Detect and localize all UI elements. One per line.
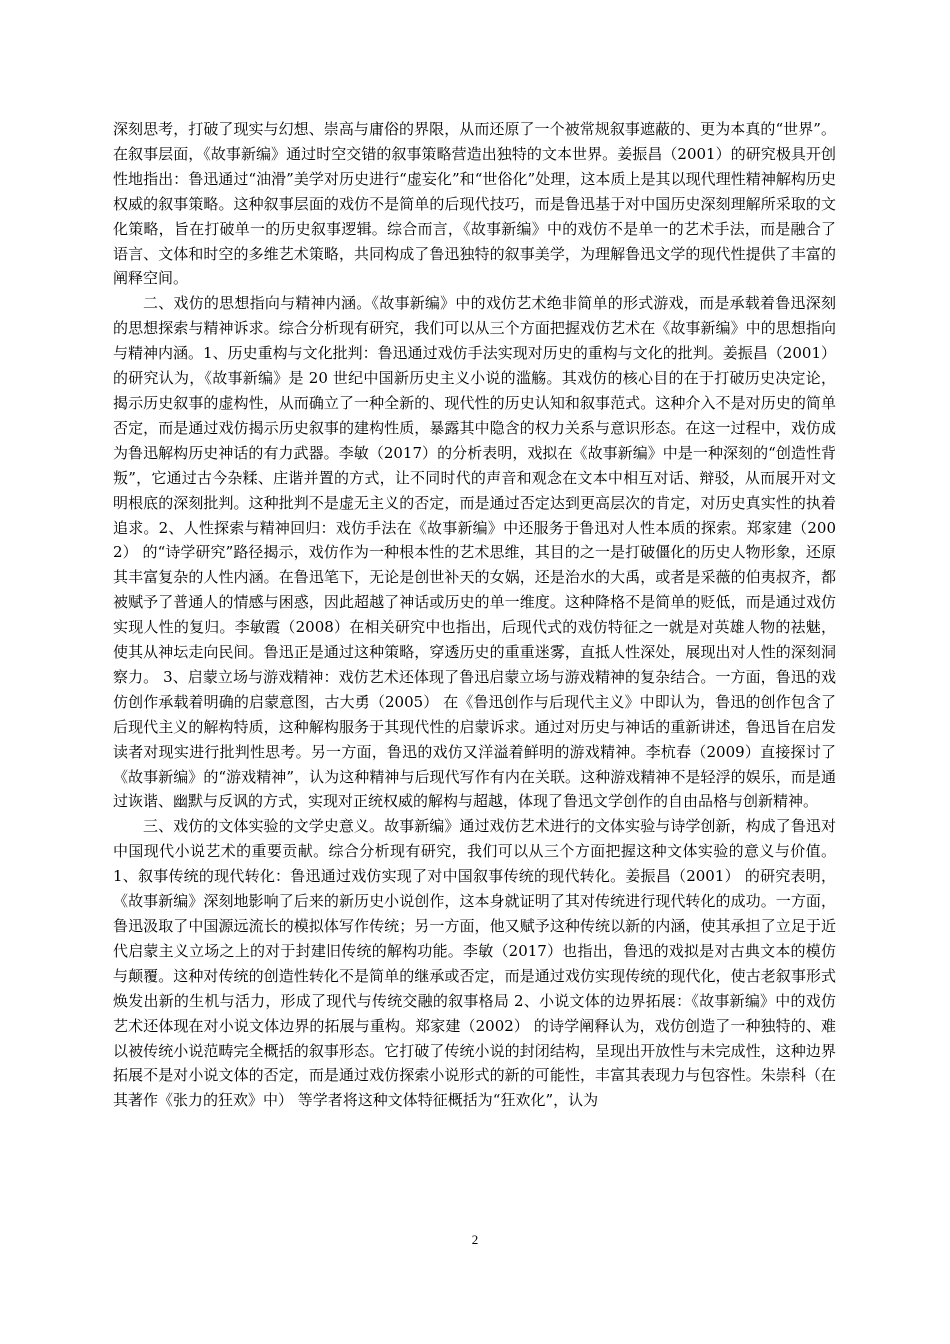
page-number: 2 (471, 1232, 479, 1247)
document-body (113, 117, 836, 1113)
body-paragraph: 深刻思考，打破了现实与幻想、崇高与庸俗的界限，从而还原了一个被常规叙事遮蔽的、更为本真的“世界”。在叙事层面，《故事新编》通过时空交错的叙事策略营造出独特的文本世界。姜振昌（2001）的研究极具开创性地指出：鲁迅通过“油滑”美学对历史进行“虚妄化”和“世俗化”处理，这本质上是其以现代理性精神解构历史权威的叙事策略。这种叙事层面的戏仿不是简单的后现代技巧，而是鲁迅基于对中国历史深刻理解所采取的文化策略，旨在打破单一的历史叙事逻辑。综合而言，《故事新编》中的戏仿不是单一的艺术手法，而是融合了语言、文体和时空的多维艺术策略，共同构成了鲁迅独特的叙事美学，为理解鲁迅文学的现代性提供了丰富的阐释空间。 (113, 120, 836, 288)
body-paragraph: 三、戏仿的文体实验的文学史意义。故事新编》通过戏仿艺术进行的文体实验与诗学创新，构成了鲁迅对中国现代小说艺术的重要贡献。综合分析现有研究，我们可以从三个方面把握这种文体实验的意义与价值。1、叙事传统的现代转化：鲁迅通过戏仿实现了对中国叙事传统的现代转化。姜振昌（2001） 的研究表明，《故事新编》深刻地影响了后来的新历史小说创作，这本身就证明了其对传统进行现代转化的成功。一方面，鲁迅汲取了中国源远流长的模拟体写作传统；另一方面，他又赋予这种传统以新的内涵，使其承担了立足于近代启蒙主义立场之上的对于封建旧传统的解构功能。李敏（2017）也指出，鲁迅的戏拟是对古典文本的模仿与颠覆。这种对传统的创造性转化不是简单的继承或否定，而是通过戏仿实现传统的现代化，使古老叙事形式焕发出新的生机与活力，形成了现代与传统交融的叙事格局 2、小说文体的边界拓展：《故事新编》中的戏仿艺术还体现在对小说文体边界的拓展与重构。郑家建（2002） 的诗学阐释认为，戏仿创造了一种独特的、难以被传统小说范畴完全概括的叙事形态。它打破了传统小说的封闭结构，呈现出开放性与未完成性，这种边界拓展不是对小说文体的否定，而是通过戏仿探索小说形式的新的可能性，丰富其表现力与包容性。朱崇科（在其著作《张力的狂欢》中） 等学者将这种文体特征概括为“狂欢化”，认为 (113, 817, 836, 1110)
body-paragraph: 二、戏仿的思想指向与精神内涵。《故事新编》中的戏仿艺术绝非简单的形式游戏，而是承载着鲁迅深刻的思想探索与精神诉求。综合分析现有研究，我们可以从三个方面把握戏仿艺术在《故事新编》中的思想指向与精神内涵。1、历史重构与文化批判：鲁迅通过戏仿手法实现对历史的重构与文化的批判。姜振昌（2001）的研究认为，《故事新编》是 20 世纪中国新历史主义小说的滥觞。其戏仿的核心目的在于打破历史决定论，揭示历史叙事的虚构性，从而确立了一种全新的、现代性的历史认知和叙事范式。这种介入不是对历史的简单否定，而是通过戏仿揭示历史叙事的建构性质，暴露其中隐含的权力关系与意识形态。在这一过程中，戏仿成为鲁迅解构历史神话的有力武器。李敏（2017）的分析表明，戏拟在《故事新编》中是一种深刻的“创造性背叛”，它通过古今杂糅、庄谐并置的方式，让不同时代的声音和观念在文本中相互对话、辩驳，从而展开对文明根底的深刻批判。这种批判不是虚无主义的否定，而是通过否定达到更高层次的肯定，对历史真实性的执着追求。2、人性探索与精神回归：戏仿手法在《故事新编》中还服务于鲁迅对人性本质的探索。郑家建（2002） 的“诗学研究”路径揭示，戏仿作为一种根本性的艺术思维，其目的之一是打破僵化的历史人物形象，还原其丰富复杂的人性内涵。在鲁迅笔下，无论是创世补天的女娲，还是治水的大禹，或者是采薇的伯夷叔齐，都被赋予了普通人的情感与困惑，因此超越了神话或历史的单一维度。这种降格不是简单的贬低，而是通过戏仿实现人性的复归。李敏霞（2008）在相关研究中也指出，后现代式的戏仿特征之一就是对英雄人物的祛魅，使其从神坛走向民间。鲁迅正是通过这种策略，穿透历史的重重迷雾，直抵人性深处，展现出对人性的深刻洞察力。 3、启蒙立场与游戏精神：戏仿艺术还体现了鲁迅启蒙立场与游戏精神的复杂结合。一方面，鲁迅的戏仿创作承载着明确的启蒙意图，古大勇（2005） 在《鲁迅创作与后现代主义》中即认为，鲁迅的创作包含了后现代主义的解构特质，这种解构服务于其现代性的启蒙诉求。通过对历史与神话的重新讲述，鲁迅旨在启发读者对现实进行批判性思考。另一方面，鲁迅的戏仿又洋溢着鲜明的游戏精神。李杭春（2009）直接探讨了《故事新编》的“游戏精神”，认为这种精神与后现代写作有内在关联。这种游戏精神不是轻浮的娱乐，而是通过诙谐、幽默与反讽的方式，实现对正统权威的解构与超越，体现了鲁迅文学创作的自由品格与创新精神。 (113, 294, 836, 811)
